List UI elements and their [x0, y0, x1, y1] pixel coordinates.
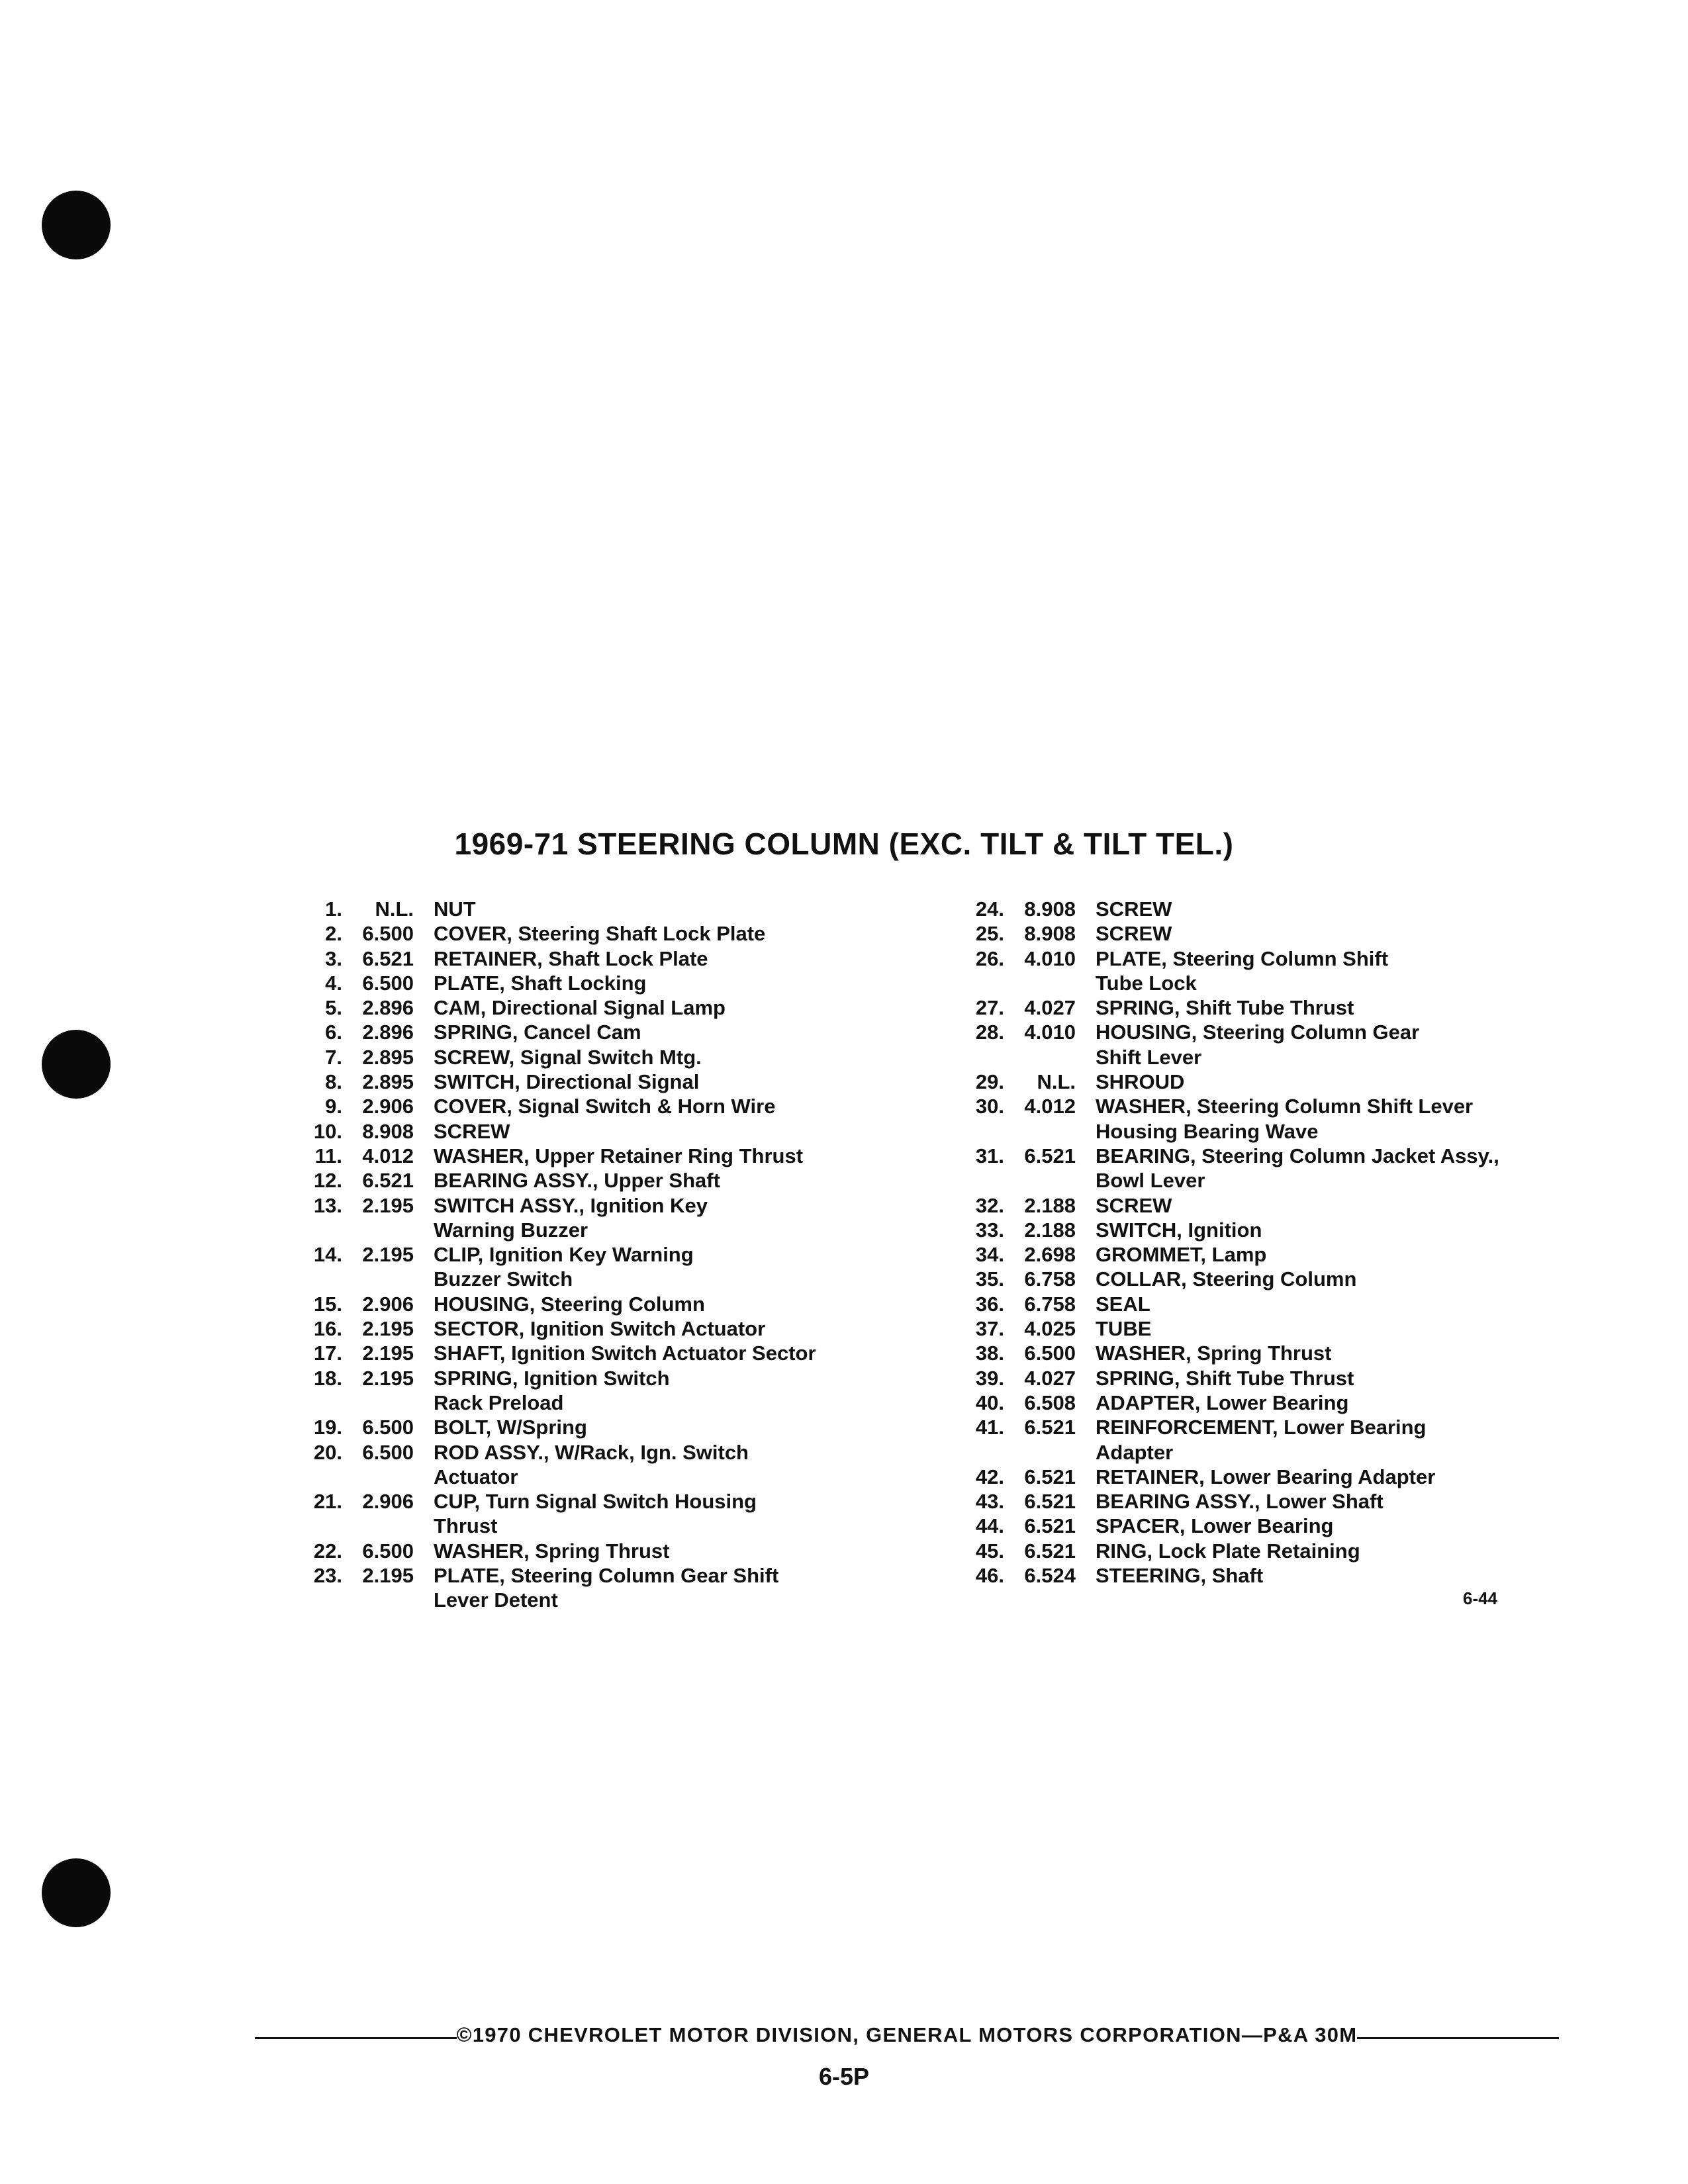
part-group-code: 4.025: [1024, 1317, 1076, 1341]
part-description: [434, 1563, 861, 1613]
part-number: 25.: [975, 922, 1004, 946]
part-group-code: 6.521: [1024, 1465, 1076, 1488]
part-description: [1096, 1341, 1536, 1365]
part-description-line: SWITCH, Ignition: [1096, 1218, 1262, 1242]
part-group-code: 8.908: [1024, 897, 1076, 921]
part-description-line: PLATE, Steering Column Gear Shift: [434, 1564, 779, 1588]
part-number: 8.: [325, 1070, 342, 1094]
part-number: 46.: [975, 1564, 1004, 1588]
part-description: [434, 897, 861, 921]
part-description-line: RETAINER, Lower Bearing Adapter: [1096, 1465, 1436, 1488]
part-number: 23.: [313, 1564, 342, 1588]
part-description-line: SHROUD: [1096, 1070, 1185, 1094]
part-number: 15.: [313, 1292, 342, 1316]
part-number: 10.: [313, 1119, 342, 1143]
part-group-code: 6.500: [362, 1440, 414, 1464]
part-description-line: STEERING, Shaft: [1096, 1564, 1264, 1588]
part-description-line: Thrust: [434, 1514, 498, 1538]
part-number: 27.: [975, 996, 1004, 1020]
part-group-code: N.L.: [1037, 1070, 1076, 1094]
part-description: [1096, 1563, 1536, 1588]
part-row: [291, 1242, 861, 1292]
part-number: 13.: [313, 1193, 342, 1217]
parts-list-right: [953, 897, 1536, 1588]
part-description-line: SEAL: [1096, 1292, 1150, 1316]
part-row: [291, 1144, 861, 1168]
part-group-code: 2.195: [362, 1317, 414, 1341]
part-number: 42.: [975, 1465, 1004, 1488]
part-group-code: 2.896: [362, 996, 414, 1020]
part-description: [434, 1539, 861, 1563]
part-description-line: COLLAR, Steering Column: [1096, 1267, 1357, 1291]
part-description-line: SPRING, Cancel Cam: [434, 1021, 641, 1044]
part-number: 41.: [975, 1416, 1004, 1439]
part-number: 34.: [975, 1243, 1004, 1267]
part-row: [291, 1069, 861, 1094]
part-row: [291, 1415, 861, 1439]
part-description-line: SWITCH ASSY., Ignition Key: [434, 1193, 708, 1217]
part-row: [953, 1144, 1536, 1193]
part-description-line: WASHER, Spring Thrust: [1096, 1342, 1332, 1365]
part-description: [434, 921, 861, 946]
part-row: [291, 1366, 861, 1416]
part-row: [953, 1366, 1536, 1390]
part-description-line: SWITCH, Directional Signal: [434, 1070, 700, 1094]
part-description: [434, 995, 861, 1020]
part-description-line: SPRING, Shift Tube Thrust: [1096, 1366, 1354, 1390]
part-description-line: Tube Lock: [1096, 971, 1197, 995]
part-description: [1096, 1292, 1536, 1316]
part-row: [953, 1242, 1536, 1267]
part-description: [1096, 1069, 1536, 1094]
part-row: [291, 921, 861, 946]
part-group-code: 6.500: [362, 1539, 414, 1563]
part-description: [434, 1144, 861, 1168]
part-row: [953, 1020, 1536, 1069]
part-row: [291, 1193, 861, 1243]
part-group-code: 2.188: [1024, 1218, 1076, 1242]
part-description-line: Bowl Lever: [1096, 1169, 1205, 1193]
part-row: [953, 946, 1536, 996]
part-number: 37.: [975, 1317, 1004, 1341]
part-description-line: SECTOR, Ignition Switch Actuator: [434, 1317, 766, 1341]
part-description-line: RETAINER, Shaft Lock Plate: [434, 946, 708, 970]
part-description-line: Rack Preload: [434, 1390, 564, 1414]
part-group-code: 4.012: [1024, 1095, 1076, 1118]
part-description-line: HOUSING, Steering Column: [434, 1292, 705, 1316]
part-description: [434, 1193, 861, 1243]
part-description-line: WASHER, Upper Retainer Ring Thrust: [434, 1144, 804, 1167]
part-number: 18.: [313, 1366, 342, 1390]
part-description-line: SPACER, Lower Bearing: [1096, 1514, 1334, 1538]
part-number: 44.: [975, 1514, 1004, 1538]
part-row: [291, 1292, 861, 1316]
part-row: [953, 1094, 1536, 1144]
page-number: 6-5P: [818, 2063, 870, 2090]
part-row: [953, 1218, 1536, 1242]
part-description-line: Warning Buzzer: [434, 1218, 588, 1242]
part-description: [434, 1020, 861, 1044]
part-description-line: HOUSING, Steering Column Gear: [1096, 1021, 1420, 1044]
part-description-line: SCREW: [1096, 897, 1172, 921]
part-group-code: 2.188: [1024, 1193, 1076, 1217]
part-description: [1096, 1415, 1536, 1465]
part-row: [291, 1168, 861, 1193]
part-description: [1096, 1144, 1536, 1193]
part-number: 19.: [313, 1416, 342, 1439]
part-group-code: 2.906: [362, 1292, 414, 1316]
part-number: 40.: [975, 1390, 1004, 1414]
part-description: [1096, 1020, 1536, 1069]
part-row: [953, 1069, 1536, 1094]
page-title: 1969-71 STEERING COLUMN (EXC. TILT & TILT TEL.): [454, 827, 1234, 861]
part-row: [291, 1045, 861, 1069]
part-description-line: CLIP, Ignition Key Warning: [434, 1243, 694, 1267]
part-row: [291, 995, 861, 1020]
part-description-line: BEARING ASSY., Upper Shaft: [434, 1169, 720, 1193]
part-number: 14.: [313, 1243, 342, 1267]
part-description: [1096, 1514, 1536, 1538]
part-group-code: N.L.: [375, 897, 414, 921]
part-number: 12.: [313, 1169, 342, 1193]
part-number: 32.: [975, 1193, 1004, 1217]
part-description-line: ROD ASSY., W/Rack, Ign. Switch: [434, 1440, 749, 1464]
part-group-code: 6.500: [362, 922, 414, 946]
part-number: 9.: [325, 1095, 342, 1118]
part-group-code: 4.012: [362, 1144, 414, 1167]
part-number: 38.: [975, 1342, 1004, 1365]
part-group-code: 2.906: [362, 1095, 414, 1118]
part-description-line: SHAFT, Ignition Switch Actuator Sector: [434, 1342, 816, 1365]
footer-rule-right: [1357, 2037, 1559, 2039]
part-group-code: 6.758: [1024, 1267, 1076, 1291]
part-description-line: BOLT, W/Spring: [434, 1416, 587, 1439]
part-row: [953, 1415, 1536, 1465]
part-description: [1096, 921, 1536, 946]
part-number: 4.: [325, 971, 342, 995]
part-row: [953, 1193, 1536, 1218]
part-description: [434, 1415, 861, 1439]
part-group-code: 4.027: [1024, 996, 1076, 1020]
part-description: [434, 1440, 861, 1490]
part-description: [1096, 1242, 1536, 1267]
part-description: [434, 1366, 861, 1416]
part-description: [434, 1242, 861, 1292]
part-group-code: 8.908: [362, 1119, 414, 1143]
part-group-code: 6.521: [1024, 1416, 1076, 1439]
part-description-line: Shift Lever: [1096, 1045, 1202, 1069]
part-row: [953, 1267, 1536, 1291]
part-group-code: 6.758: [1024, 1292, 1076, 1316]
part-description-line: ADAPTER, Lower Bearing: [1096, 1390, 1349, 1414]
part-description: [434, 971, 861, 995]
part-number: 21.: [313, 1490, 342, 1514]
part-description: [1096, 1366, 1536, 1390]
part-row: [291, 1341, 861, 1365]
part-group-code: 2.906: [362, 1490, 414, 1514]
part-description: [1096, 1465, 1536, 1489]
part-description-line: BEARING, Steering Column Jacket Assy.,: [1096, 1144, 1499, 1167]
part-description-line: CAM, Directional Signal Lamp: [434, 996, 726, 1020]
part-description-line: COVER, Steering Shaft Lock Plate: [434, 922, 766, 946]
part-number: 11.: [314, 1144, 342, 1167]
footer-rule-left: [255, 2037, 457, 2039]
part-description-line: Adapter: [1096, 1440, 1174, 1464]
part-group-code: 6.508: [1024, 1390, 1076, 1414]
part-description-line: Lever Detent: [434, 1588, 558, 1612]
part-row: [953, 1539, 1536, 1563]
part-group-code: 2.195: [362, 1243, 414, 1267]
part-group-code: 4.010: [1024, 946, 1076, 970]
part-number: 7.: [325, 1045, 342, 1069]
part-row: [291, 1119, 861, 1144]
part-description-line: CUP, Turn Signal Switch Housing: [434, 1490, 757, 1514]
part-group-code: 6.521: [362, 1169, 414, 1193]
part-description-line: SPRING, Shift Tube Thrust: [1096, 996, 1354, 1020]
part-description-line: REINFORCEMENT, Lower Bearing: [1096, 1416, 1427, 1439]
part-description-line: Housing Bearing Wave: [1096, 1119, 1319, 1143]
part-description: [1096, 1193, 1536, 1218]
part-group-code: 6.521: [362, 946, 414, 970]
part-description: [434, 946, 861, 971]
part-description-line: TUBE: [1096, 1317, 1152, 1341]
part-number: 33.: [975, 1218, 1004, 1242]
part-description: [434, 1489, 861, 1539]
part-number: 29.: [975, 1070, 1004, 1094]
part-number: 45.: [975, 1539, 1004, 1563]
part-row: [953, 995, 1536, 1020]
part-group-code: 6.521: [1024, 1539, 1076, 1563]
part-number: 31.: [975, 1144, 1004, 1167]
part-number: 26.: [975, 946, 1004, 970]
part-group-code: 2.195: [362, 1342, 414, 1365]
part-description-line: GROMMET, Lamp: [1096, 1243, 1267, 1267]
part-row: [291, 1020, 861, 1044]
part-description-line: RING, Lock Plate Retaining: [1096, 1539, 1360, 1563]
part-description-line: SCREW: [1096, 1193, 1172, 1217]
part-row: [953, 897, 1536, 921]
part-description: [1096, 946, 1536, 996]
part-description-line: Actuator: [434, 1465, 518, 1488]
part-description: [434, 1341, 861, 1365]
part-row: [953, 1563, 1536, 1588]
part-group-code: 6.524: [1024, 1564, 1076, 1588]
part-number: 28.: [975, 1021, 1004, 1044]
part-description: [434, 1119, 861, 1144]
part-description-line: PLATE, Shaft Locking: [434, 971, 647, 995]
part-row: [291, 897, 861, 921]
part-row: [953, 1390, 1536, 1415]
part-description: [1096, 1094, 1536, 1144]
part-row: [291, 1489, 861, 1539]
part-number: 17.: [313, 1342, 342, 1365]
part-description: [434, 1292, 861, 1316]
part-description: [1096, 1489, 1536, 1514]
binder-punch-hole: [42, 1858, 111, 1927]
part-group-code: 4.010: [1024, 1021, 1076, 1044]
part-description-line: WASHER, Spring Thrust: [434, 1539, 670, 1563]
part-row: [953, 1316, 1536, 1341]
part-description-line: SPRING, Ignition Switch: [434, 1366, 670, 1390]
part-description-line: WASHER, Steering Column Shift Lever: [1096, 1095, 1474, 1118]
part-group-code: 4.027: [1024, 1366, 1076, 1390]
part-number: 43.: [975, 1490, 1004, 1514]
part-description: [1096, 1218, 1536, 1242]
part-number: 2.: [325, 922, 342, 946]
part-group-code: 6.500: [362, 971, 414, 995]
part-number: 22.: [313, 1539, 342, 1563]
part-group-code: 2.195: [362, 1193, 414, 1217]
part-row: [291, 1539, 861, 1563]
part-number: 5.: [325, 996, 342, 1020]
part-group-code: 2.195: [362, 1366, 414, 1390]
part-description-line: SCREW: [434, 1119, 510, 1143]
part-group-code: 6.500: [362, 1416, 414, 1439]
part-description: [1096, 995, 1536, 1020]
part-number: 16.: [313, 1317, 342, 1341]
part-row: [291, 1563, 861, 1613]
part-description-line: Buzzer Switch: [434, 1267, 573, 1291]
part-group-code: 6.521: [1024, 1514, 1076, 1538]
part-description: [1096, 897, 1536, 921]
part-row: [953, 1341, 1536, 1365]
part-number: 1.: [325, 897, 342, 921]
part-group-code: 2.896: [362, 1021, 414, 1044]
part-row: [953, 1514, 1536, 1538]
part-number: 20.: [313, 1440, 342, 1464]
part-number: 35.: [975, 1267, 1004, 1291]
part-description: [434, 1069, 861, 1094]
part-group-code: 2.895: [362, 1070, 414, 1094]
binder-punch-hole: [42, 191, 111, 259]
part-row: [953, 1465, 1536, 1489]
copyright-text: ©1970 CHEVROLET MOTOR DIVISION, GENERAL MOTORS CORPORATION—P&A 30M: [456, 2023, 1358, 2046]
part-number: 24.: [975, 897, 1004, 921]
part-row: [953, 1292, 1536, 1316]
part-row: [953, 1489, 1536, 1514]
part-description-line: NUT: [434, 897, 476, 921]
part-description: [434, 1168, 861, 1193]
part-description: [1096, 1539, 1536, 1563]
part-description: [1096, 1390, 1536, 1415]
binder-punch-hole: [42, 1030, 111, 1099]
part-number: 6.: [325, 1021, 342, 1044]
part-description-line: PLATE, Steering Column Shift: [1096, 946, 1389, 970]
parts-list-left: [291, 897, 861, 1613]
part-row: [291, 1094, 861, 1118]
part-row: [953, 921, 1536, 946]
part-group-code: 2.698: [1024, 1243, 1076, 1267]
part-group-code: 6.521: [1024, 1490, 1076, 1514]
part-description: [434, 1316, 861, 1341]
part-group-code: 6.521: [1024, 1144, 1076, 1167]
part-group-code: 2.195: [362, 1564, 414, 1588]
part-row: [291, 1316, 861, 1341]
part-description-line: COVER, Signal Switch & Horn Wire: [434, 1095, 776, 1118]
part-number: 39.: [975, 1366, 1004, 1390]
part-row: [291, 946, 861, 971]
part-description: [1096, 1316, 1536, 1341]
part-number: 30.: [975, 1095, 1004, 1118]
figure-reference: 6-44: [1463, 1588, 1498, 1608]
part-description: [434, 1045, 861, 1069]
part-number: 36.: [975, 1292, 1004, 1316]
part-description-line: SCREW: [1096, 922, 1172, 946]
part-description-line: BEARING ASSY., Lower Shaft: [1096, 1490, 1383, 1514]
part-description: [434, 1094, 861, 1118]
footer-copyright: [255, 2023, 1559, 2047]
part-group-code: 8.908: [1024, 922, 1076, 946]
part-description-line: SCREW, Signal Switch Mtg.: [434, 1045, 702, 1069]
part-group-code: 6.500: [1024, 1342, 1076, 1365]
part-row: [291, 1440, 861, 1490]
part-row: [291, 971, 861, 995]
part-number: 3.: [325, 946, 342, 970]
part-group-code: 2.895: [362, 1045, 414, 1069]
part-description: [1096, 1267, 1536, 1291]
